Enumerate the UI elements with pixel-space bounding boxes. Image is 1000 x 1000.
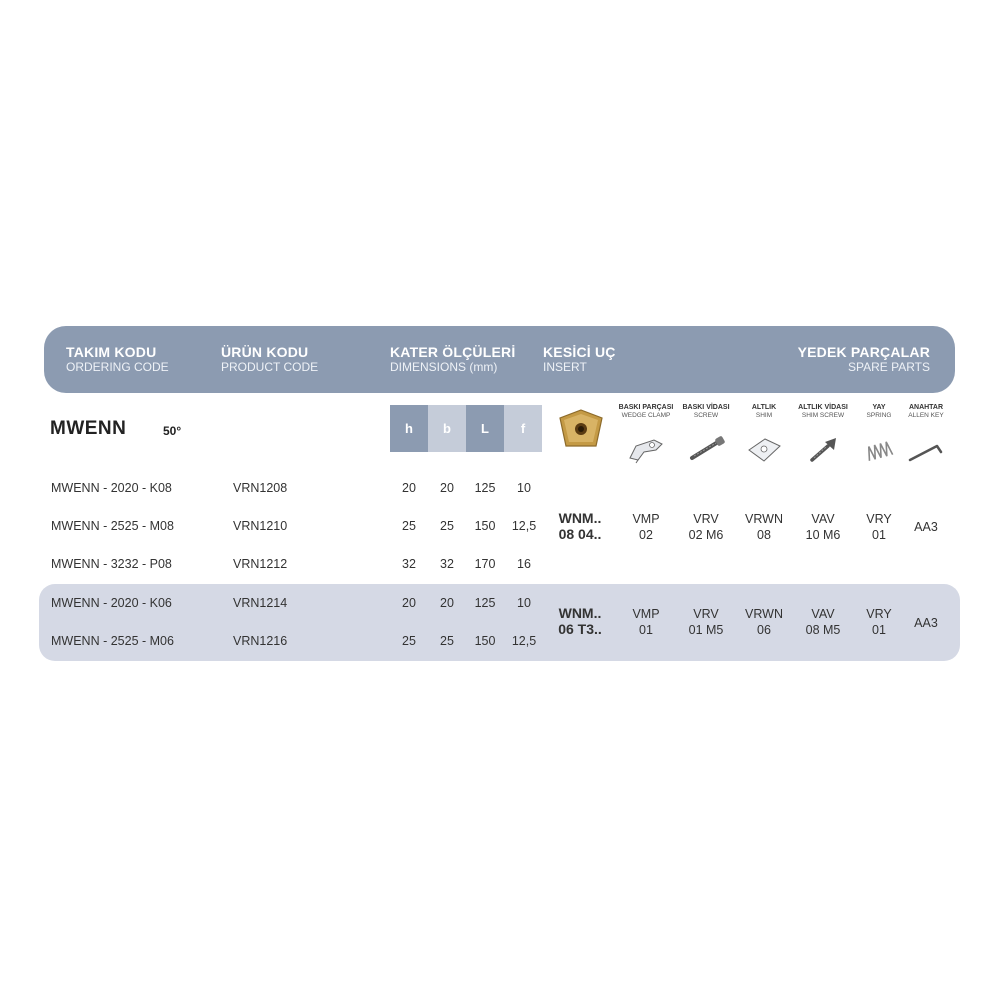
product-code-cell: VRN1214 [233, 596, 288, 610]
dim-h-cell: 25 [402, 519, 416, 533]
shim-icon [745, 436, 783, 464]
spring-icon [864, 438, 894, 462]
spare-allen-key-code: AA3 [914, 520, 938, 534]
dimensions-tr: KATER ÖLÇÜLERİ [390, 344, 516, 360]
ordering-code-en: ORDERING CODE [66, 360, 169, 374]
dim-header-b: b [428, 405, 466, 452]
insert-header [543, 344, 616, 374]
spare-header-allen-key: ANAHTAR ALLEN KEY [908, 404, 944, 419]
dim-f-cell: 10 [517, 596, 531, 610]
dim-b-cell: 20 [440, 596, 454, 610]
spare-shim-screw-code: VAV 10 M6 [805, 512, 841, 542]
spare-spring-code: VRY 01 [866, 607, 892, 637]
dim-b-cell: 20 [440, 481, 454, 495]
dim-b-cell: 25 [440, 634, 454, 648]
dimensions-header [390, 344, 515, 374]
product-code-cell: VRN1216 [233, 634, 288, 648]
spare-screw-code: VRV 02 M6 [688, 512, 724, 542]
dim-l-cell: 170 [474, 557, 496, 571]
product-code-cell: VRN1210 [233, 519, 288, 533]
spare-shim-screw-code: VAV 08 M5 [805, 607, 841, 637]
dim-h-cell: 20 [402, 481, 416, 495]
shim-screw-icon [808, 436, 840, 464]
spare-wedge-clamp-code: VMP 01 [632, 607, 660, 637]
dim-header-f: f [504, 405, 542, 452]
wedge-clamp-icon [626, 434, 666, 464]
spare-allen-key-code: AA3 [914, 616, 938, 630]
dim-l-cell: 125 [474, 481, 496, 495]
spare-spring-code: VRY 01 [866, 512, 892, 542]
spare-parts-header [798, 344, 930, 374]
ordering-code-cell: MWENN - 2525 - M08 [51, 519, 174, 533]
dim-h-cell: 25 [402, 634, 416, 648]
dim-header-h: h [390, 405, 428, 452]
dim-f-cell: 12,5 [511, 634, 537, 648]
insert-icon [558, 408, 604, 450]
ordering-code-cell: MWENN - 2020 - K06 [51, 596, 172, 610]
allen-key-icon [907, 436, 945, 464]
product-code-cell: VRN1212 [233, 557, 288, 571]
dim-f-cell: 10 [517, 481, 531, 495]
spare-header-shim-screw: ALTLIK VİDASI SHIM SCREW [798, 404, 848, 419]
spare-wedge-clamp-code: VMP 02 [632, 512, 660, 542]
insert-en: INSERT [543, 360, 587, 374]
dim-l-cell: 150 [474, 634, 496, 648]
ordering-code-cell: MWENN - 2020 - K08 [51, 481, 172, 495]
screw-icon [688, 436, 726, 462]
dim-f-cell: 12,5 [511, 519, 537, 533]
dim-f-cell: 16 [517, 557, 531, 571]
spare-shim-code: VRWN 08 [745, 512, 783, 542]
dim-l-cell: 125 [474, 596, 496, 610]
product-code-en: PRODUCT CODE [221, 360, 319, 374]
dim-h-cell: 20 [402, 596, 416, 610]
product-code-header [221, 344, 318, 374]
spare-header-shim: ALTLIK SHIM [751, 404, 777, 419]
insert-code: WNM.. 06 T3.. [558, 605, 602, 637]
model-name: MWENN [50, 418, 127, 439]
ordering-code-cell: MWENN - 2525 - M06 [51, 634, 174, 648]
dim-header-l: L [466, 405, 504, 452]
model-angle: 50° [163, 424, 182, 438]
dim-l-cell: 150 [474, 519, 496, 533]
product-code-tr: ÜRÜN KODU [221, 344, 309, 360]
spare-parts-tr: YEDEK PARÇALAR [797, 344, 930, 360]
spare-parts-en: SPARE PARTS [847, 360, 930, 374]
ordering-code-tr: TAKIM KODU [66, 344, 157, 360]
ordering-code-cell: MWENN - 3232 - P08 [51, 557, 172, 571]
dimensions-en: DIMENSIONS (mm) [390, 360, 498, 374]
ordering-code-header [66, 344, 169, 374]
dim-b-cell: 25 [440, 519, 454, 533]
spare-header-screw: BASKI VİDASI SCREW [682, 404, 730, 419]
spare-header-spring: YAY SPRING [866, 404, 892, 419]
spare-screw-code: VRV 01 M5 [688, 607, 724, 637]
insert-code: WNM.. 08 04.. [558, 510, 602, 542]
dim-b-cell: 32 [440, 557, 454, 571]
insert-tr: KESİCİ UÇ [543, 344, 616, 360]
dim-h-cell: 32 [402, 557, 416, 571]
spare-header-wedge-clamp: BASKI PARÇASI WEDGE CLAMP [618, 404, 674, 419]
product-code-cell: VRN1208 [233, 481, 288, 495]
spare-shim-code: VRWN 06 [745, 607, 783, 637]
